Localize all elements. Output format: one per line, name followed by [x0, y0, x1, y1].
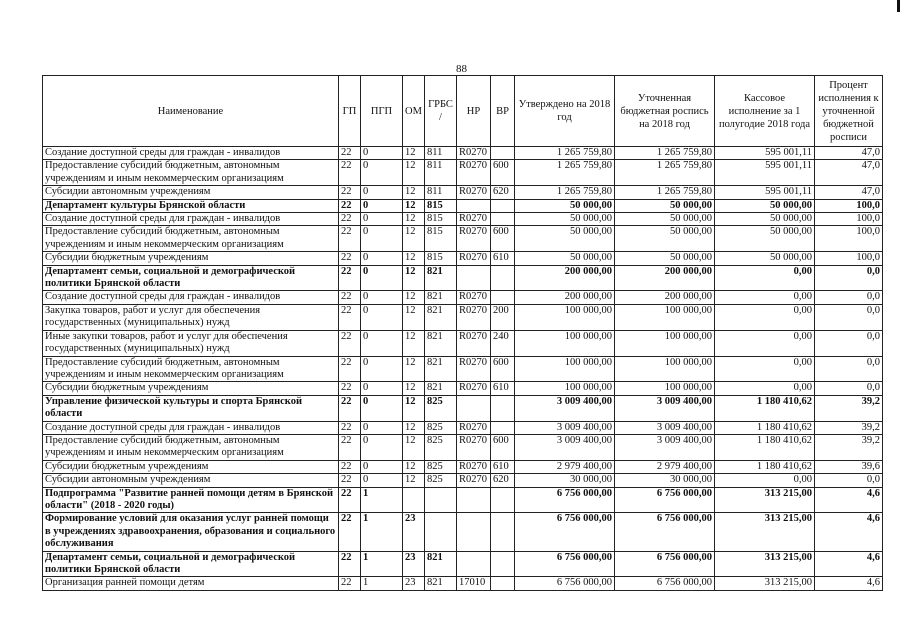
- page-number: 88: [456, 63, 467, 75]
- cell-np: [457, 487, 491, 513]
- cell-approved: 6 756 000,00: [515, 487, 615, 513]
- cell-percent: 100,0: [815, 199, 883, 212]
- cell-om: 12: [403, 291, 425, 304]
- cell-vr: 600: [491, 226, 515, 252]
- table-row: [43, 356, 883, 382]
- cell-np: R0270: [457, 434, 491, 460]
- cell-cash: 313 215,00: [715, 487, 815, 513]
- cell-pgp: 0: [361, 226, 403, 252]
- cell-gp: 22: [339, 291, 361, 304]
- cell-pgp: 1: [361, 487, 403, 513]
- cell-approved: 100 000,00: [515, 356, 615, 382]
- cell-om: 23: [403, 513, 425, 551]
- table-row: [43, 226, 883, 252]
- cell-om: 12: [403, 147, 425, 160]
- cell-grbs: 815: [425, 252, 457, 265]
- table-row: [43, 551, 883, 577]
- cell-grbs: 821: [425, 330, 457, 356]
- cell-percent: 47,0: [815, 160, 883, 186]
- cell-grbs: 821: [425, 382, 457, 395]
- cell-vr: 600: [491, 434, 515, 460]
- cell-vr: 600: [491, 356, 515, 382]
- cell-pgp: 0: [361, 147, 403, 160]
- cell-grbs: 815: [425, 226, 457, 252]
- cell-name: Предоставление субсидий бюджетным, автономным учреждениям и иным некоммерческим организациям: [43, 434, 339, 460]
- header-cash: Кассовое исполнение за 1 полугодие 2018 года: [715, 76, 815, 147]
- cell-om: 12: [403, 474, 425, 487]
- cell-revised: 1 265 759,80: [615, 147, 715, 160]
- table-row: [43, 382, 883, 395]
- cell-approved: 100 000,00: [515, 382, 615, 395]
- cell-percent: 39,2: [815, 395, 883, 421]
- cell-grbs: 821: [425, 304, 457, 330]
- table-row: [43, 291, 883, 304]
- cell-pgp: 0: [361, 252, 403, 265]
- cell-cash: 0,00: [715, 265, 815, 291]
- cell-percent: 0,0: [815, 382, 883, 395]
- table-row: [43, 252, 883, 265]
- cell-percent: 39,2: [815, 421, 883, 434]
- cell-revised: 50 000,00: [615, 199, 715, 212]
- cell-np: R0270: [457, 304, 491, 330]
- cell-revised: 100 000,00: [615, 330, 715, 356]
- cell-gp: 22: [339, 577, 361, 590]
- cell-om: 12: [403, 186, 425, 199]
- header-grbs: [425, 76, 457, 147]
- cell-name: Предоставление субсидий бюджетным, автономным учреждениям и иным некоммерческим организациям: [43, 160, 339, 186]
- cell-om: 12: [403, 460, 425, 473]
- cell-vr: 620: [491, 186, 515, 199]
- cell-revised: 100 000,00: [615, 304, 715, 330]
- cell-gp: 22: [339, 147, 361, 160]
- cell-grbs: 825: [425, 421, 457, 434]
- cell-grbs: 821: [425, 577, 457, 590]
- cell-cash: 595 001,11: [715, 186, 815, 199]
- header-grbs-mark: /: [439, 112, 442, 123]
- cell-gp: 22: [339, 265, 361, 291]
- cell-cash: 1 180 410,62: [715, 421, 815, 434]
- cell-np: R0270: [457, 186, 491, 199]
- cell-vr: [491, 291, 515, 304]
- cell-approved: 50 000,00: [515, 252, 615, 265]
- cell-revised: 50 000,00: [615, 226, 715, 252]
- cell-gp: 22: [339, 252, 361, 265]
- cell-pgp: 0: [361, 434, 403, 460]
- cell-grbs: 821: [425, 356, 457, 382]
- cell-np: [457, 199, 491, 212]
- cell-name: Субсидии автономным учреждениям: [43, 186, 339, 199]
- cell-np: [457, 395, 491, 421]
- cell-np: R0270: [457, 226, 491, 252]
- cell-percent: 39,2: [815, 434, 883, 460]
- cell-pgp: 0: [361, 356, 403, 382]
- cell-om: 12: [403, 356, 425, 382]
- cell-om: 12: [403, 434, 425, 460]
- table-row: [43, 199, 883, 212]
- cell-gp: 22: [339, 160, 361, 186]
- cell-approved: 1 265 759,80: [515, 186, 615, 199]
- cell-name: Создание доступной среды для граждан - инвалидов: [43, 421, 339, 434]
- cell-gp: 22: [339, 460, 361, 473]
- cell-grbs: 821: [425, 265, 457, 291]
- cell-grbs: 825: [425, 460, 457, 473]
- cell-revised: 6 756 000,00: [615, 487, 715, 513]
- cell-approved: 50 000,00: [515, 199, 615, 212]
- cell-cash: 50 000,00: [715, 252, 815, 265]
- cell-om: 12: [403, 395, 425, 421]
- cell-vr: 600: [491, 160, 515, 186]
- cell-name: Иные закупки товаров, работ и услуг для обеспечения государственных (муниципальных) нужд: [43, 330, 339, 356]
- cell-om: 12: [403, 252, 425, 265]
- table-row: [43, 304, 883, 330]
- cell-vr: [491, 551, 515, 577]
- cell-name: Субсидии автономным учреждениям: [43, 474, 339, 487]
- table-row: [43, 213, 883, 226]
- cell-vr: 620: [491, 474, 515, 487]
- cell-vr: [491, 199, 515, 212]
- cell-om: 23: [403, 577, 425, 590]
- cell-revised: 6 756 000,00: [615, 577, 715, 590]
- cell-np: R0270: [457, 421, 491, 434]
- cell-vr: 240: [491, 330, 515, 356]
- cell-pgp: 0: [361, 291, 403, 304]
- cell-gp: 22: [339, 213, 361, 226]
- cell-np: R0270: [457, 330, 491, 356]
- cell-np: R0270: [457, 460, 491, 473]
- cell-grbs: 815: [425, 199, 457, 212]
- cell-pgp: 1: [361, 513, 403, 551]
- cell-percent: 4,6: [815, 487, 883, 513]
- cell-percent: 0,0: [815, 265, 883, 291]
- cell-approved: 200 000,00: [515, 291, 615, 304]
- cell-revised: 100 000,00: [615, 356, 715, 382]
- cell-np: R0270: [457, 160, 491, 186]
- cell-name: Предоставление субсидий бюджетным, автономным учреждениям и иным некоммерческим организациям: [43, 356, 339, 382]
- cell-percent: 0,0: [815, 304, 883, 330]
- cell-cash: 313 215,00: [715, 513, 815, 551]
- cell-np: R0270: [457, 474, 491, 487]
- cell-om: 12: [403, 226, 425, 252]
- cell-cash: 0,00: [715, 382, 815, 395]
- cell-grbs: [425, 513, 457, 551]
- cell-gp: 22: [339, 487, 361, 513]
- cell-percent: 39,6: [815, 460, 883, 473]
- cell-revised: 3 009 400,00: [615, 434, 715, 460]
- cell-approved: 50 000,00: [515, 213, 615, 226]
- cell-grbs: 811: [425, 147, 457, 160]
- cell-gp: 22: [339, 421, 361, 434]
- cell-cash: 50 000,00: [715, 199, 815, 212]
- cell-pgp: 0: [361, 304, 403, 330]
- table-row: [43, 487, 883, 513]
- cell-revised: 50 000,00: [615, 252, 715, 265]
- cell-pgp: 0: [361, 199, 403, 212]
- table-row: [43, 434, 883, 460]
- cell-vr: [491, 213, 515, 226]
- cell-cash: 1 180 410,62: [715, 434, 815, 460]
- cell-name: Субсидии бюджетным учреждениям: [43, 382, 339, 395]
- cell-name: Формирование условий для оказания услуг ранней помощи в учреждениях здравоохранения, образования и социального обслуживания: [43, 513, 339, 551]
- cell-cash: 0,00: [715, 356, 815, 382]
- cell-name: Закупка товаров, работ и услуг для обеспечения государственных (муниципальных) нужд: [43, 304, 339, 330]
- cell-percent: 4,6: [815, 577, 883, 590]
- cell-np: R0270: [457, 291, 491, 304]
- cell-approved: 100 000,00: [515, 330, 615, 356]
- cell-pgp: 0: [361, 186, 403, 199]
- cell-grbs: 825: [425, 434, 457, 460]
- cell-np: 17010: [457, 577, 491, 590]
- cell-percent: 0,0: [815, 291, 883, 304]
- cell-name: Предоставление субсидий бюджетным, автономным учреждениям и иным некоммерческим организациям: [43, 226, 339, 252]
- cell-gp: 22: [339, 513, 361, 551]
- cell-np: R0270: [457, 213, 491, 226]
- cell-revised: 100 000,00: [615, 382, 715, 395]
- cell-pgp: 1: [361, 577, 403, 590]
- cell-percent: 47,0: [815, 186, 883, 199]
- cell-vr: [491, 421, 515, 434]
- cell-revised: 50 000,00: [615, 213, 715, 226]
- cell-vr: [491, 265, 515, 291]
- cell-om: 12: [403, 382, 425, 395]
- cell-grbs: 821: [425, 551, 457, 577]
- header-revised: Уточненная бюджетная роспись на 2018 год: [615, 76, 715, 147]
- cell-gp: 22: [339, 382, 361, 395]
- cell-grbs: 821: [425, 291, 457, 304]
- cell-name: Подпрограмма "Развитие ранней помощи детям в Брянской области" (2018 - 2020 годы): [43, 487, 339, 513]
- cell-grbs: 815: [425, 213, 457, 226]
- cell-name: Департамент семьи, социальной и демографической политики Брянской области: [43, 265, 339, 291]
- cell-gp: 22: [339, 395, 361, 421]
- cell-cash: 0,00: [715, 304, 815, 330]
- cell-gp: 22: [339, 226, 361, 252]
- cell-vr: 610: [491, 460, 515, 473]
- cell-cash: 595 001,11: [715, 147, 815, 160]
- cell-approved: 1 265 759,80: [515, 160, 615, 186]
- cell-pgp: 0: [361, 213, 403, 226]
- cell-vr: 610: [491, 252, 515, 265]
- cell-cash: 313 215,00: [715, 551, 815, 577]
- cell-np: [457, 551, 491, 577]
- cell-pgp: 0: [361, 421, 403, 434]
- cell-approved: 200 000,00: [515, 265, 615, 291]
- cell-percent: 47,0: [815, 147, 883, 160]
- cell-approved: 6 756 000,00: [515, 513, 615, 551]
- cell-om: [403, 487, 425, 513]
- cell-grbs: 825: [425, 474, 457, 487]
- cell-revised: 200 000,00: [615, 265, 715, 291]
- cell-om: 12: [403, 213, 425, 226]
- cell-gp: 22: [339, 304, 361, 330]
- cell-percent: 100,0: [815, 213, 883, 226]
- cell-percent: 100,0: [815, 226, 883, 252]
- cell-om: 12: [403, 160, 425, 186]
- cell-approved: 6 756 000,00: [515, 577, 615, 590]
- cell-om: 12: [403, 265, 425, 291]
- cell-np: [457, 265, 491, 291]
- cell-revised: 6 756 000,00: [615, 551, 715, 577]
- cell-pgp: 0: [361, 474, 403, 487]
- cell-pgp: 1: [361, 551, 403, 577]
- cell-percent: 0,0: [815, 356, 883, 382]
- cell-cash: 0,00: [715, 330, 815, 356]
- header-gp: ГП: [339, 76, 361, 147]
- table-row: [43, 265, 883, 291]
- table-row: [43, 330, 883, 356]
- cell-name: Организация ранней помощи детям: [43, 577, 339, 590]
- cell-pgp: 0: [361, 330, 403, 356]
- cell-approved: 2 979 400,00: [515, 460, 615, 473]
- cell-approved: 3 009 400,00: [515, 395, 615, 421]
- cell-vr: 200: [491, 304, 515, 330]
- header-np: НР: [457, 76, 491, 147]
- cell-pgp: 0: [361, 460, 403, 473]
- cell-vr: [491, 395, 515, 421]
- table-row: [43, 577, 883, 590]
- cell-pgp: 0: [361, 395, 403, 421]
- cell-pgp: 0: [361, 382, 403, 395]
- cell-np: R0270: [457, 382, 491, 395]
- cell-gp: 22: [339, 551, 361, 577]
- header-percent: Процент исполнения к уточненной бюджетной росписи: [815, 76, 883, 147]
- cell-approved: 3 009 400,00: [515, 421, 615, 434]
- table-row: [43, 395, 883, 421]
- cell-vr: [491, 147, 515, 160]
- header-pgp: ПГП: [361, 76, 403, 147]
- cell-cash: 595 001,11: [715, 160, 815, 186]
- cell-om: 12: [403, 330, 425, 356]
- cell-om: 12: [403, 421, 425, 434]
- cell-vr: [491, 513, 515, 551]
- table-row: [43, 186, 883, 199]
- cell-revised: 3 009 400,00: [615, 421, 715, 434]
- cell-name: Субсидии бюджетным учреждениям: [43, 252, 339, 265]
- cell-gp: 22: [339, 330, 361, 356]
- cell-name: Управление физической культуры и спорта Брянской области: [43, 395, 339, 421]
- cell-np: [457, 513, 491, 551]
- cell-cash: 0,00: [715, 291, 815, 304]
- cell-revised: 6 756 000,00: [615, 513, 715, 551]
- cell-cash: 313 215,00: [715, 577, 815, 590]
- cell-grbs: [425, 487, 457, 513]
- cell-np: R0270: [457, 147, 491, 160]
- cell-cash: 0,00: [715, 474, 815, 487]
- cell-gp: 22: [339, 356, 361, 382]
- cell-om: 23: [403, 551, 425, 577]
- cell-name: Создание доступной среды для граждан - инвалидов: [43, 147, 339, 160]
- table-row: [43, 460, 883, 473]
- table-body: [43, 147, 883, 591]
- header-approved: Утверждено на 2018 год: [515, 76, 615, 147]
- cell-percent: 0,0: [815, 330, 883, 356]
- cell-pgp: 0: [361, 160, 403, 186]
- cell-name: Создание доступной среды для граждан - инвалидов: [43, 213, 339, 226]
- cell-gp: 22: [339, 199, 361, 212]
- cell-grbs: 811: [425, 186, 457, 199]
- cell-vr: 610: [491, 382, 515, 395]
- cell-om: 12: [403, 304, 425, 330]
- cell-percent: 0,0: [815, 474, 883, 487]
- cell-vr: [491, 577, 515, 590]
- table-row: [43, 147, 883, 160]
- table-row: [43, 160, 883, 186]
- cell-revised: 3 009 400,00: [615, 395, 715, 421]
- cell-gp: 22: [339, 434, 361, 460]
- cell-name: Субсидии бюджетным учреждениям: [43, 460, 339, 473]
- cell-percent: 100,0: [815, 252, 883, 265]
- cell-revised: 30 000,00: [615, 474, 715, 487]
- cell-approved: 100 000,00: [515, 304, 615, 330]
- cell-cash: 1 180 410,62: [715, 460, 815, 473]
- cell-revised: 200 000,00: [615, 291, 715, 304]
- cell-gp: 22: [339, 186, 361, 199]
- cell-om: 12: [403, 199, 425, 212]
- cell-percent: 4,6: [815, 551, 883, 577]
- cell-pgp: 0: [361, 265, 403, 291]
- edge-mark: [897, 0, 900, 12]
- table-header-row: [43, 76, 883, 147]
- cell-approved: 3 009 400,00: [515, 434, 615, 460]
- cell-revised: 1 265 759,80: [615, 160, 715, 186]
- cell-cash: 50 000,00: [715, 213, 815, 226]
- cell-grbs: 825: [425, 395, 457, 421]
- cell-np: R0270: [457, 356, 491, 382]
- table-row: [43, 474, 883, 487]
- cell-name: Департамент культуры Брянской области: [43, 199, 339, 212]
- cell-approved: 1 265 759,80: [515, 147, 615, 160]
- cell-revised: 2 979 400,00: [615, 460, 715, 473]
- cell-approved: 6 756 000,00: [515, 551, 615, 577]
- cell-gp: 22: [339, 474, 361, 487]
- table-row: [43, 421, 883, 434]
- header-vr: ВР: [491, 76, 515, 147]
- cell-approved: 50 000,00: [515, 226, 615, 252]
- cell-grbs: 811: [425, 160, 457, 186]
- header-om: ОМ: [403, 76, 425, 147]
- cell-np: R0270: [457, 252, 491, 265]
- budget-table: [42, 75, 883, 591]
- header-grbs-label: ГРБС: [428, 99, 453, 110]
- cell-approved: 30 000,00: [515, 474, 615, 487]
- cell-revised: 1 265 759,80: [615, 186, 715, 199]
- cell-name: Департамент семьи, социальной и демографической политики Брянской области: [43, 551, 339, 577]
- cell-percent: 4,6: [815, 513, 883, 551]
- cell-cash: 1 180 410,62: [715, 395, 815, 421]
- cell-cash: 50 000,00: [715, 226, 815, 252]
- cell-name: Создание доступной среды для граждан - инвалидов: [43, 291, 339, 304]
- table-row: [43, 513, 883, 551]
- cell-vr: [491, 487, 515, 513]
- header-name: Наименование: [43, 76, 339, 147]
